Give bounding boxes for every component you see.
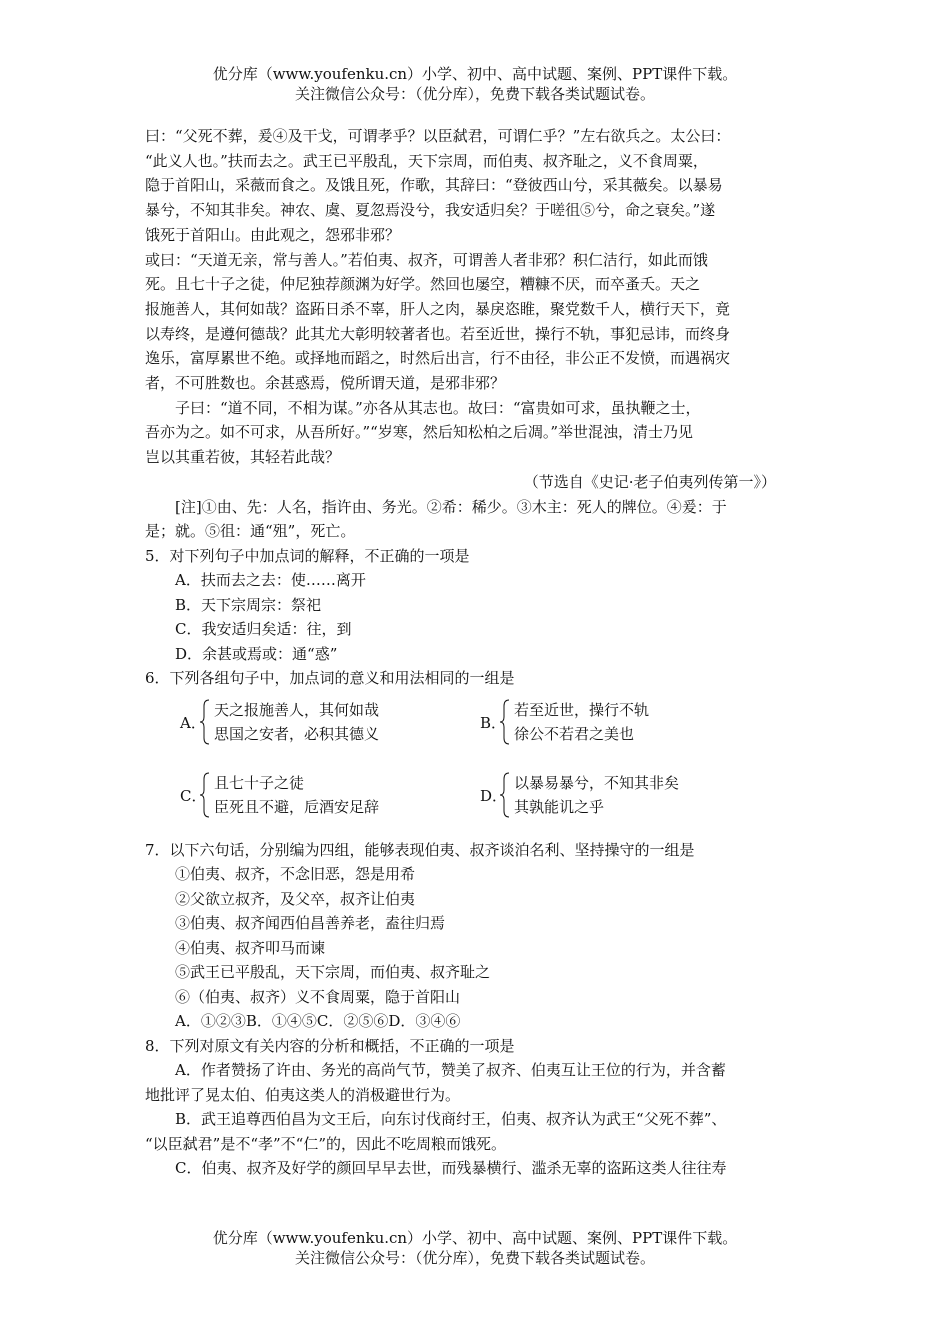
choice-line: 思国之安者，必积其德义 [214,724,380,743]
footer-line-1: 优分库（www.youfenku.cn）小学、初中、高中试题、案例、PPT课件下载。 [212,1229,738,1247]
choice-b [480,699,760,747]
option-a: A．扶而去之去：使……离开 [175,571,366,590]
choice-a [180,699,460,747]
statement-item: ④伯夷、叔齐叩马而谏 [175,938,326,957]
choice-line: 以暴易暴兮，不知其非矣 [514,773,680,792]
passage-line: 子曰：“道不同，不相为谋。”亦各从其志也。故曰：“富贵如可求，虽执鞭之士， [175,398,701,417]
statement-item: ③伯夷、叔齐闻西伯昌善养老，盍往归焉 [175,914,446,933]
statement-item: ①伯夷、叔齐，不念旧恶，怨是用希 [175,865,416,884]
choice-label: D． [480,786,508,805]
choice-line: 若至近世，操行不轨 [514,700,650,719]
header-line-1: 优分库（www.youfenku.cn）小学、初中、高中试题、案例、PPT课件下载。 [212,65,738,83]
choice-line: 徐公不若君之美也 [514,724,635,743]
choice-d [480,772,760,820]
passage-line: 饿死于首阳山。由此观之，怨邪非邪？ [145,225,401,244]
statement-item: ②父欲立叔齐，及父卒，叔齐让伯夷 [175,889,416,908]
question-8 [145,1034,810,1181]
passage-line: 死。且七十子之徒，仲尼独荐颜渊为好学。然回也屡空，糟糠不厌，而卒蚤夭。天之 [145,275,701,294]
note-line: [注]①由、先：人名，指许由、务光。②希：稀少。③木主：死人的牌位。④爰：于 [175,497,727,516]
option-d: D．余甚或焉或：通“惑” [175,644,338,663]
passage [145,124,810,544]
footer-line-2: 关注微信公众号：（优分库），免费下载各类试题试卷。 [294,1249,655,1267]
question-7 [145,838,810,1034]
left-brace-icon [200,772,210,818]
passage-line: 曰：“父死不葬，爰④及干戈，可谓孝乎？以臣弑君，可谓仁乎？”左右欲兵之。太公曰： [145,127,731,145]
choice-lines [514,698,649,746]
passage-line: 暴兮，不知其非矣。神农、虞、夏忽焉没兮，我安适归矣？于嗟徂⑤兮，命之衰矣。”遂 [145,201,716,220]
choice-line: 且七十子之徒 [214,773,305,792]
option-line: A．作者赞扬了许由、务光的高尚气节，赞美了叔齐、伯夷互让王位的行为，并含蓄 [175,1061,726,1080]
choice-lines [214,771,379,819]
choice-label: C． [180,786,207,805]
passage-line: 报施善人，其何如哉？盗跖日杀不辜，肝人之肉，暴戾恣睢，聚党数千人，横行天下，竟 [145,299,731,318]
left-brace-icon [200,699,210,745]
choice-line: 其孰能讥之乎 [514,797,605,816]
choice-lines [514,771,679,819]
passage-line: 吾亦为之。如不可求，从吾所好。”“岁寒，然后知松柏之后凋。”举世混浊，清士乃见 [145,423,694,442]
choice-line: 天之报施善人，其何如哉 [214,700,380,719]
choice-line: 臣死且不避，卮酒安足辞 [214,797,380,816]
answer-options: A．①②③B．①④⑤C．②⑤⑥D．③④⑥ [175,1012,461,1031]
choice-grid [145,693,810,838]
option-line: C．伯夷、叔齐及好学的颜回早早去世，而残暴横行、滥杀无辜的盗跖这类人往往寿 [175,1159,727,1178]
passage-line: 或曰：“天道无亲，常与善人。”若伯夷、叔齐，可谓善人者非邪？积仁洁行，如此而饿 [145,250,708,269]
question-stem: 6．下列各组句子中，加点词的意义和用法相同的一组是 [145,669,515,688]
option-c: C．我安适归矣适：往，到 [175,620,352,639]
left-brace-icon [500,772,510,818]
statement-item: ⑤武王已平殷乱，天下宗周，而伯夷、叔齐耻之 [175,963,491,982]
option-line: “以臣弑君”是不“孝”不“仁”的，因此不吃周粮而饿死。 [145,1134,507,1153]
passage-line: 以寿终，是遵何德哉？此其尤大彰明较著者也。若至近世，操行不轨，事犯忌讳，而终身 [145,324,731,343]
statement-item: ⑥（伯夷、叔齐）义不食周粟，隐于首阳山 [175,987,461,1006]
question-6 [145,666,810,838]
passage-line: 岂以其重若彼，其轻若此哉？ [145,448,341,467]
passage-line: 隐于首阳山，采薇而食之。及饿且死，作歌，其辞曰：“登彼西山兮，采其薇矣。以暴易 [145,176,723,195]
note-line: 是；就。⑤徂：通“殂”，死亡。 [145,522,356,541]
left-brace-icon [500,699,510,745]
passage-line: 者，不可胜数也。余甚惑焉，傥所谓天道，是邪非邪？ [145,374,506,393]
question-stem: 5．对下列句子中加点词的解释，不正确的一项是 [145,546,470,565]
choice-label: A． [180,713,206,732]
choice-label: B． [480,713,507,732]
page-header [0,64,950,104]
passage-line: “此义人也。”扶而去之。武王已平殷乱，天下宗周，而伯夷、叔齐耻之，义不食周粟， [145,151,708,170]
question-stem: 8．下列对原文有关内容的分析和概括，不正确的一项是 [145,1036,515,1055]
choice-lines [214,698,379,746]
passage-line: 逸乐，富厚累世不绝。或择地而蹈之，时然后出言，行不由径，非公正不发愤，而遇祸灾 [145,349,731,368]
exam-content [145,124,810,1181]
header-line-2: 关注微信公众号：（优分库），免费下载各类试题试卷。 [294,85,655,103]
option-line: B．武王追尊西伯昌为文王后，向东讨伐商纣王，伯夷、叔齐认为武王“父死不葬”、 [175,1110,727,1129]
choice-c [180,772,460,820]
citation: （节选自《史记·老子伯夷列传第一》） [523,472,776,491]
question-stem: 7．以下六句话，分别编为四组，能够表现伯夷、叔齐谈泊名利、坚持操守的一组是 [145,840,695,859]
page-footer [0,1228,950,1268]
question-5 [145,544,810,667]
option-line: 地批评了晃太伯、伯夷这类人的消极避世行为。 [145,1085,461,1104]
option-b: B．天下宗周宗：祭祀 [175,595,322,614]
